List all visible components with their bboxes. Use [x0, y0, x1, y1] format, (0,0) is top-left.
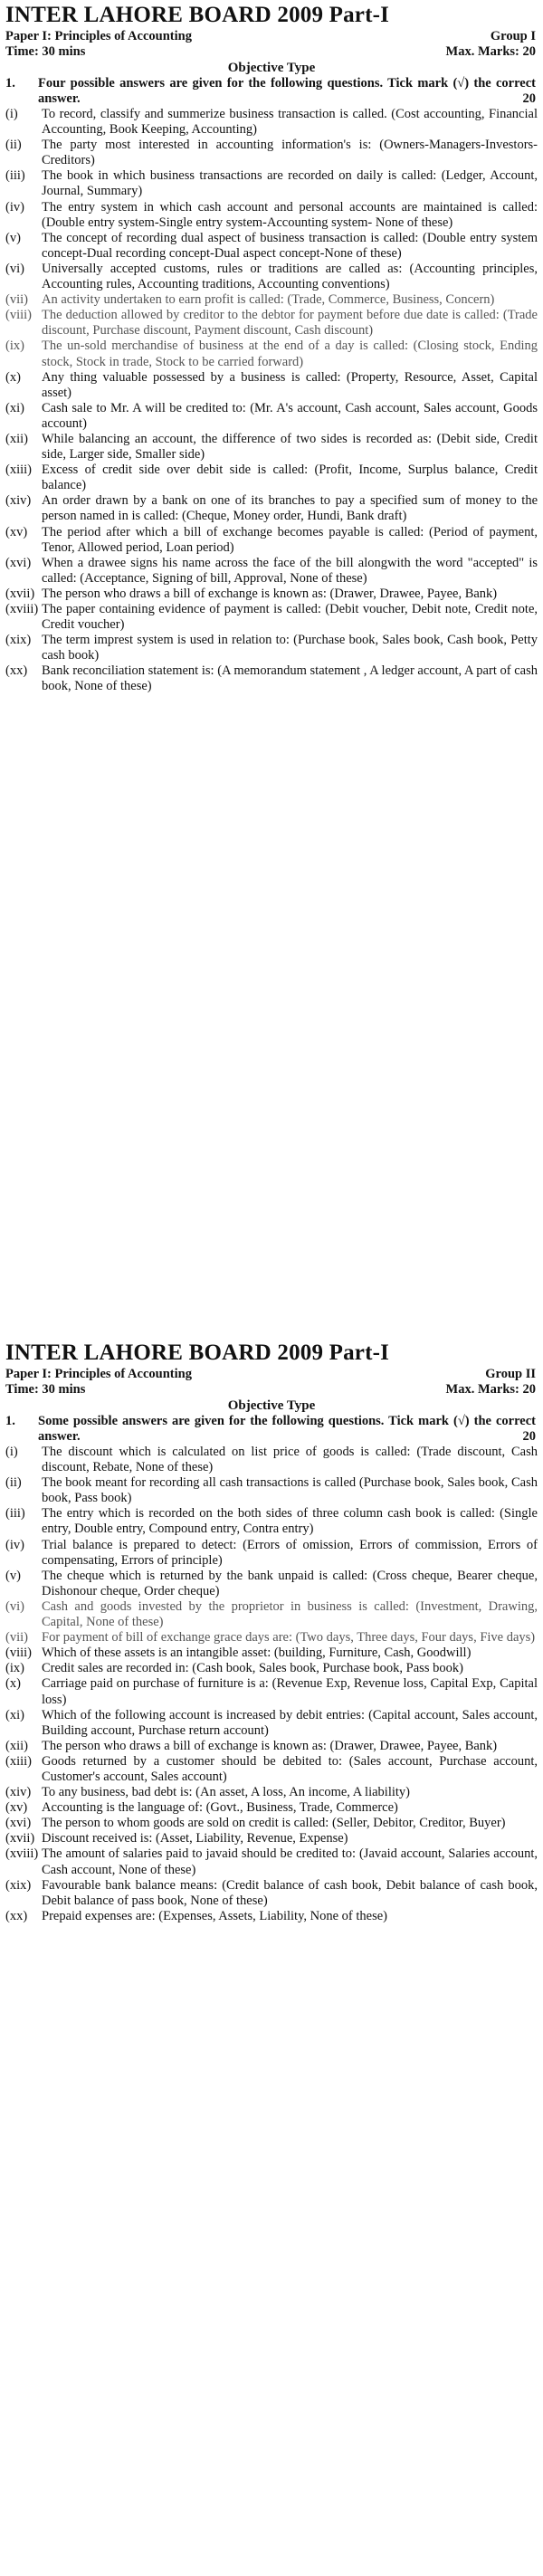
item-text: Which of these assets is an intangible asset: (building, Furniture, Cash, Goodwill) [42, 1646, 472, 1661]
mcq-item [0, 1846, 543, 1877]
objective-heading: Objective Type [227, 61, 316, 75]
item-text: The amount of salaries paid to javaid should be credited to: (Javaid account, Salaries account, Cash account, None of these) [42, 1846, 538, 1877]
item-text: The deduction allowed by creditor to the debtor for payment before due date is called: (Trade discount, Purchase discount, Payment discount, Cash discount) [42, 308, 538, 339]
mcq-item [0, 1909, 543, 1924]
item-number: (xi) [5, 400, 24, 415]
item-number: (iii) [5, 168, 25, 184]
mcq-list [0, 107, 543, 695]
instruction-text [38, 1414, 536, 1445]
instruction-body: Some possible answers are given for the following questions. Tick mark (√) the correct answer. [38, 1414, 536, 1444]
item-number: (iv) [5, 1537, 24, 1552]
instruction-text [38, 76, 536, 107]
item-number: (xiii) [5, 463, 32, 478]
mcq-item [0, 587, 543, 602]
question-number: 1. [5, 76, 15, 91]
item-text: The term imprest system is used in relation to: (Purchase book, Sales book, Cash book, Petty cash book) [42, 633, 538, 663]
item-text: Cash sale to Mr. A will be credited to: (Mr. A's account, Cash account, Sales account, Goods account) [42, 400, 538, 431]
item-number: (x) [5, 369, 21, 385]
mcq-list [0, 1445, 543, 1924]
item-text: Carriage paid on purchase of furniture is a: (Revenue Exp, Revenue loss, Capital Exp, Capital loss) [42, 1676, 538, 1707]
mcq-item [0, 1831, 543, 1846]
item-text: Goods returned by a customer should be debited to: (Sales account, Purchase account, Customer's account, Sales account) [42, 1753, 538, 1784]
item-number: (vi) [5, 1598, 24, 1614]
mcq-item [0, 1506, 543, 1537]
item-number: (xvii) [5, 1831, 35, 1846]
item-text: The entry system in which cash account and personal accounts are maintained is called: (Double entry system-Single entry system-Accounting system- None of these) [42, 199, 538, 230]
item-text: The person to whom goods are sold on credit is called: (Seller, Debitor, Creditor, Buyer) [42, 1816, 506, 1831]
item-number: (ii) [5, 138, 22, 153]
mcq-item [0, 138, 543, 168]
paper-name: Paper I: Principles of Accounting [5, 29, 192, 43]
instruction-marks: 20 [522, 91, 536, 106]
mcq-item [0, 1739, 543, 1754]
max-marks: Max. Marks: 20 [445, 44, 536, 59]
item-number: (xiv) [5, 1785, 32, 1800]
item-number: (vii) [5, 1630, 28, 1646]
paper-group-2 [0, 1340, 543, 1924]
mcq-item [0, 107, 543, 138]
mcq-item [0, 525, 543, 556]
mcq-item [0, 1569, 543, 1599]
item-number: (xi) [5, 1707, 24, 1722]
item-number: (xiv) [5, 493, 32, 509]
instruction-marks: 20 [522, 1429, 536, 1444]
item-number: (xx) [5, 663, 28, 679]
item-number: (ix) [5, 339, 24, 354]
mcq-item [0, 463, 543, 493]
time-allowed: Time: 30 mins [5, 1382, 86, 1397]
item-number: (iv) [5, 199, 24, 215]
objective-heading: Objective Type [227, 1398, 316, 1413]
item-text: An order drawn by a bank on one of its branches to pay a specified sum of money to the person named in is called: (Cheque, Money order, Hundi, Bank draft) [42, 493, 538, 524]
item-number: (vii) [5, 292, 28, 308]
item-text: When a drawee signs his name across the face of the bill alongwith the word "accepted" is called: (Acceptance, Signing of bill, Approval, None of these) [42, 555, 538, 586]
item-text: The discount which is calculated on list price of goods is called: (Trade discount, Cash discount, Rebate, None of these) [42, 1445, 538, 1475]
mcq-item [0, 200, 543, 231]
item-text: Excess of credit side over debit side is called: (Profit, Income, Surplus balance, Credit balance) [42, 463, 538, 493]
item-number: (x) [5, 1676, 21, 1692]
item-number: (viii) [5, 1646, 32, 1661]
item-text: Discount received is: (Asset, Liability, Revenue, Expense) [42, 1831, 348, 1846]
item-number: (xviii) [5, 1846, 39, 1862]
item-text: The person who draws a bill of exchange is known as: (Drawer, Drawee, Payee, Bank) [42, 1738, 498, 1753]
item-number: (xv) [5, 1800, 28, 1816]
item-text: The book in which business transactions are recorded on daily is called: (Ledger, Account, Journal, Summary) [42, 168, 538, 199]
item-text: Accounting is the language of: (Govt., Business, Trade, Commerce) [42, 1800, 398, 1816]
mcq-item [0, 168, 543, 199]
item-text: The book meant for recording all cash transactions is called (Purchase book, Sales book, Cash book, Pass book) [42, 1475, 538, 1506]
item-number: (v) [5, 1568, 21, 1583]
item-text: Credit sales are recorded in: (Cash book, Sales book, Purchase book, Pass book) [42, 1661, 463, 1676]
mcq-item [0, 556, 543, 587]
question-instruction [0, 76, 543, 107]
item-number: (v) [5, 230, 21, 245]
item-number: (xvi) [5, 1816, 32, 1831]
mcq-item [0, 1708, 543, 1739]
mcq-item [0, 292, 543, 308]
mcq-item [0, 1475, 543, 1506]
board-title: INTER LAHORE BOARD 2009 Part-I [5, 1340, 390, 1365]
item-number: (ix) [5, 1661, 24, 1676]
item-text: The cheque which is returned by the bank unpaid is called: (Cross cheque, Bearer cheque, Dishonour cheque, Order cheque) [42, 1568, 538, 1598]
item-text: The un-sold merchandise of business at the end of a day is called: (Closing stock, Ending stock, Stock in trade, Stock to be carried forward) [42, 339, 538, 369]
time-marks-row [0, 1382, 543, 1398]
mcq-item [0, 262, 543, 292]
item-text: The concept of recording dual aspect of business transaction is called: (Double entry system concept-Dual recording concept-Dual aspect concept-None of these) [42, 230, 538, 261]
item-text: Any thing valuable possessed by a business is called: (Property, Resource, Asset, Capital asset) [42, 369, 538, 400]
item-text: Universally accepted customs, rules or traditions are called as: (Accounting principles, Accounting rules, Accounting traditions, Accounting conventions) [42, 261, 538, 292]
item-text: The paper containing evidence of payment is called: (Debit voucher, Debit note, Credit note, Credit voucher) [42, 602, 538, 633]
item-number: (viii) [5, 308, 32, 323]
board-title: INTER LAHORE BOARD 2009 Part-I [5, 3, 390, 27]
max-marks: Max. Marks: 20 [445, 1382, 536, 1397]
mcq-item [0, 1816, 543, 1831]
paper-group-1 [0, 2, 543, 695]
mcq-item [0, 231, 543, 262]
item-text: An activity undertaken to earn profit is called: (Trade, Commerce, Business, Concern) [42, 292, 495, 308]
item-number: (xviii) [5, 602, 39, 616]
mcq-item [0, 493, 543, 524]
mcq-item [0, 1661, 543, 1676]
item-text: The period after which a bill of exchange becomes payable is called: (Period of payment, Tenor, Allowed period, Loan period) [42, 524, 538, 555]
group-label: Group II [485, 1367, 536, 1381]
mcq-item [0, 633, 543, 663]
item-number: (xii) [5, 1738, 28, 1753]
item-text: Bank reconciliation statement is: (A memorandum statement , A ledger account, A part of cash book, None of these) [42, 663, 538, 694]
item-number: (xv) [5, 524, 28, 539]
item-number: (i) [5, 1445, 18, 1459]
mcq-item [0, 339, 543, 369]
item-text: Prepaid expenses are: (Expenses, Assets, Liability, None of these) [42, 1908, 387, 1923]
item-text: While balancing an account, the difference of two sides is recorded as: (Debit side, Credit side, Larger side, Smaller side) [42, 431, 538, 463]
group-label: Group I [490, 29, 536, 43]
item-text: Cash and goods invested by the proprietor in business is called: (Investment, Drawing, Capital, None of these) [42, 1598, 538, 1630]
question-number: 1. [5, 1414, 15, 1428]
mcq-item [0, 1538, 543, 1569]
mcq-item [0, 370, 543, 401]
item-text: The party most interested in accounting information's is: (Owners-Managers-Investors-Creditors) [42, 138, 538, 168]
item-text: Trial balance is prepared to detect: (Errors of omission, Errors of commission, Errors of compensating, Errors of principle) [42, 1537, 538, 1568]
mcq-item [0, 602, 543, 633]
paper-name: Paper I: Principles of Accounting [5, 1367, 192, 1381]
question-instruction [0, 1414, 543, 1445]
time-marks-row [0, 44, 543, 60]
item-number: (xvii) [5, 586, 35, 601]
item-number: (xiii) [5, 1753, 32, 1769]
paper-meta-row [0, 29, 543, 44]
mcq-item [0, 663, 543, 694]
item-text: The entry which is recorded on the both sides of three column cash book is called: (Single entry, Double entry, Compound entry, Contra entry) [42, 1506, 538, 1537]
mcq-item [0, 401, 543, 432]
item-text: Which of the following account is increased by debit entries: (Capital account, Sales account, Building account, Purchase return account) [42, 1707, 538, 1738]
item-number: (vi) [5, 261, 24, 276]
item-number: (xix) [5, 1877, 32, 1893]
mcq-item [0, 308, 543, 339]
item-text: The person who draws a bill of exchange is known as: (Drawer, Drawee, Payee, Bank) [42, 586, 498, 601]
item-number: (xx) [5, 1908, 28, 1923]
mcq-item [0, 1800, 543, 1816]
mcq-item [0, 1676, 543, 1707]
item-number: (i) [5, 107, 18, 121]
item-number: (iii) [5, 1506, 25, 1522]
item-number: (xvi) [5, 555, 32, 570]
mcq-item [0, 1785, 543, 1800]
mcq-item [0, 1646, 543, 1661]
instruction-body: Four possible answers are given for the following questions. Tick mark (√) the correct answer. [38, 76, 536, 106]
mcq-item [0, 1599, 543, 1630]
mcq-item [0, 1445, 543, 1475]
item-number: (ii) [5, 1475, 22, 1491]
item-text: For payment of bill of exchange grace days are: (Two days, Three days, Four days, Five days) [42, 1630, 536, 1646]
item-number: (xii) [5, 431, 28, 446]
item-text: Favourable bank balance means: (Credit balance of cash book, Debit balance of cash book, Debit balance of pass book, None of these) [42, 1877, 538, 1908]
paper-meta-row [0, 1367, 543, 1382]
item-number: (xix) [5, 633, 32, 648]
mcq-item [0, 1878, 543, 1909]
time-allowed: Time: 30 mins [5, 44, 86, 59]
mcq-item [0, 1630, 543, 1646]
mcq-item [0, 1754, 543, 1785]
item-text: To record, classify and summerize business transaction is called. (Cost accounting, Financial Accounting, Book Keeping, Accounting) [42, 107, 538, 138]
item-text: To any business, bad debt is: (An asset, A loss, An income, A liability) [42, 1785, 410, 1800]
mcq-item [0, 432, 543, 463]
